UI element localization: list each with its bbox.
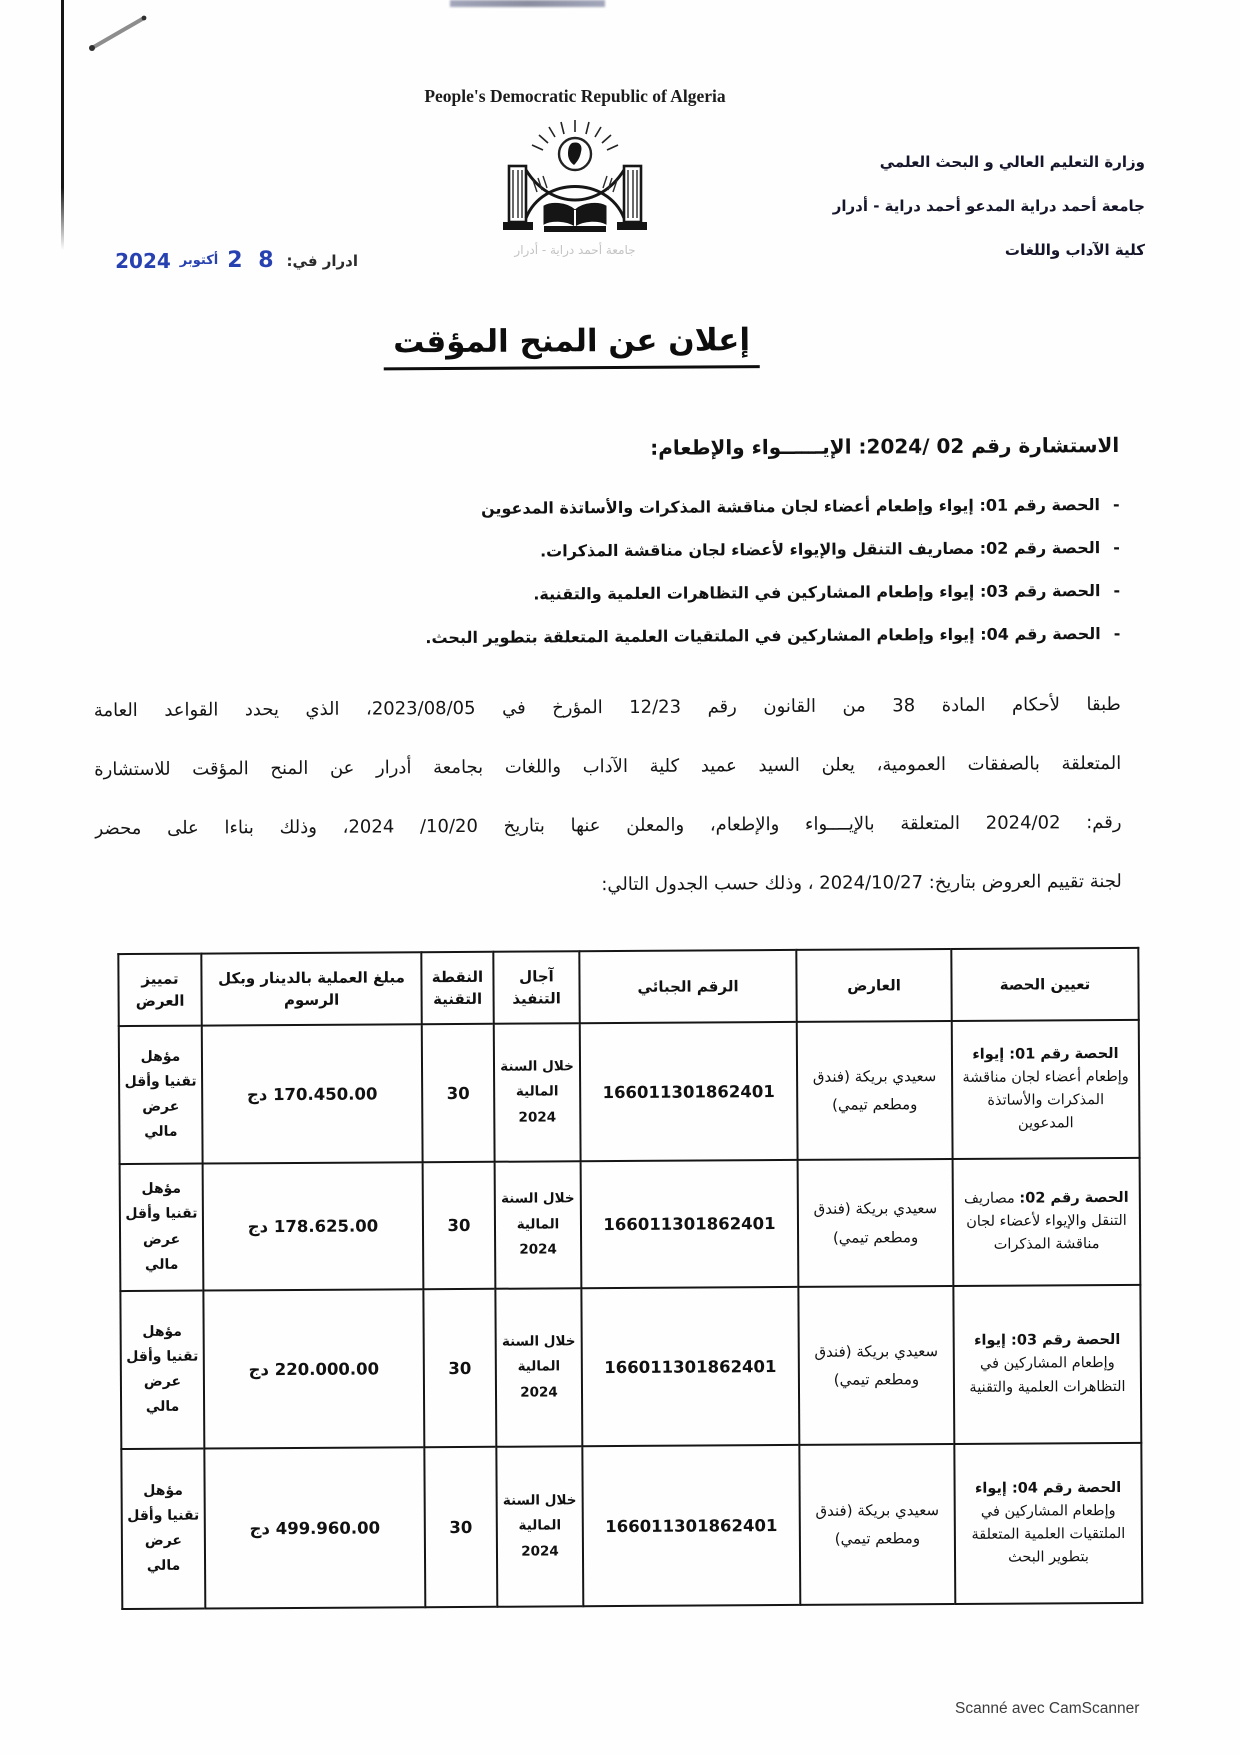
paragraph-line: رقم: ⁦2024/02⁩ المتعلقة بالإيــــواء والإطعام، والمعلن عنها بتاريخ ⁦2024 /10/20⁩، وذلك بناءا على محضر [94, 811, 1122, 840]
lot-desc: وإطعام أعضاء لجان مناقشة المذكرات والأساتذة المدعوين [962, 1068, 1129, 1132]
paragraph-line: المتعلقة بالصفقات العمومية، يعلن السيد عميد كلية الآداب واللغات بجامعة أدرار عن المنح المؤقت للاستشارة [94, 752, 1122, 781]
ministry-line: وزارة التعليم العالي و البحث العلمي [879, 153, 1145, 171]
col-header-amount: مبلغ العملية بالدينار وبكل الرسوم [201, 952, 421, 1025]
lot-item-text: الحصة رقم 04: إيواء وإطعام المشاركين في الملتقيات العلمية المتعلقة بتطوير البحث. [425, 624, 1101, 648]
table-row [121, 1443, 1142, 1609]
cell-distinction: مؤهل تقنيا وأقل عرض مالي [121, 1449, 205, 1610]
cell-amount: 220.000.00 دج [203, 1289, 424, 1448]
lot-item-2 [120, 526, 1120, 575]
col-header-tax-id: الرقم الجبائي [579, 950, 796, 1023]
col-header-distinction: تمييز العرض [118, 954, 201, 1027]
cell-bidder: سعيدي بريكة (فندق ومطعم تيمي) [799, 1444, 955, 1605]
lot-item-1 [119, 483, 1119, 532]
lot-title: الحصة رقم 03: إيواء [974, 1332, 1121, 1350]
paragraph-line: لجنة تقييم العروض بتاريخ: 2024/10/27 ، وذلك حسب الجدول التالي: [601, 870, 1122, 896]
cell-tech-score: 30 [424, 1447, 497, 1607]
consultation-subtitle: الاستشارة رقم ⁦2024/ 02⁩: الإيــــــواء والإطعام: [650, 432, 1120, 460]
country-title: People's Democratic Republic of Algeria [424, 86, 726, 106]
cell-bidder: سعيدي بريكة (فندق ومطعم تيمي) [798, 1159, 954, 1287]
cell-amount: 499.960.00 دج [204, 1447, 425, 1608]
logo-caption: جامعة أحمد دراية - أدرار [514, 243, 636, 257]
lot-item-3 [120, 569, 1120, 618]
cell-distinction: مؤهل تقنيا وأقل عرض مالي [119, 1026, 203, 1165]
table-row [120, 1285, 1141, 1449]
university-line: جامعة أحمد دراية المدعو أحمد دراية - أدرار [832, 197, 1145, 215]
cell-lot [954, 1443, 1142, 1604]
bullet-dash: - [1113, 580, 1121, 600]
cell-tech-score: 30 [423, 1289, 496, 1447]
cell-tax-id: 166011301862401 [581, 1160, 799, 1288]
cell-lot [952, 1020, 1140, 1159]
cell-tech-score: 30 [423, 1162, 496, 1289]
col-header-deadline: آجال التنفيذ [493, 951, 579, 1024]
lot-desc: مصاريف التنقل والإيواء لأعضاء لجان مناقشة المذكرات [963, 1190, 1127, 1253]
grant-results-table [117, 947, 1143, 1610]
title-row [0, 320, 1147, 373]
table-row [120, 1158, 1141, 1291]
cell-lot [953, 1158, 1141, 1286]
cell-tech-score: 30 [422, 1024, 495, 1162]
bullet-dash: - [1112, 494, 1120, 514]
col-header-tech-score: النقطة التقنية [421, 952, 493, 1024]
date-stamp-month: أكتوبر [179, 253, 219, 268]
lot-title: الحصة رقم 01: إيواء [972, 1045, 1119, 1063]
cell-distinction: مؤهل تقنيا وأقل عرض مالي [120, 1164, 204, 1292]
cell-bidder: سعيدي بريكة (فندق ومطعم تيمي) [798, 1286, 954, 1445]
cell-deadline: خلال السنة المالية 2024 [495, 1161, 582, 1289]
cell-tax-id: 166011301862401 [582, 1445, 800, 1606]
table-header-row [118, 948, 1138, 1026]
lot-desc: وإطعام المشاركين في الملتقيات العلمية المتعلقة بتطوير البحث [971, 1502, 1126, 1566]
cell-distinction: مؤهل تقنيا وأقل عرض مالي [120, 1291, 204, 1450]
lots-list [119, 483, 1120, 661]
cell-deadline: خلال السنة المالية 2024 [495, 1288, 582, 1447]
document-title: إعلان عن المنح المؤقت [383, 322, 760, 370]
cell-deadline: خلال السنة المالية 2024 [496, 1446, 583, 1607]
lot-item-text: الحصة رقم 02: مصاريف التنقل والإيواء لأعضاء لجان مناقشة المذكرات. [540, 538, 1101, 561]
cell-bidder: سعيدي بريكة (فندق ومطعم تيمي) [797, 1021, 953, 1160]
date-stamp-day: 2 8 [227, 248, 278, 273]
col-header-bidder: العارض [796, 949, 951, 1022]
lot-title: الحصة رقم 04: إيواء [974, 1479, 1122, 1497]
lot-title: الحصة رقم 02: [1019, 1189, 1129, 1207]
date-label: ادرار في: [286, 251, 358, 270]
cell-deadline: خلال السنة المالية 2024 [494, 1023, 581, 1162]
cell-tax-id: 166011301862401 [580, 1022, 798, 1161]
bullet-dash: - [1113, 537, 1120, 557]
cell-lot [953, 1285, 1141, 1444]
cell-amount: 178.625.00 دج [203, 1162, 424, 1290]
lot-item-4 [120, 612, 1120, 661]
cell-tax-id: 166011301862401 [581, 1287, 799, 1446]
date-stamp-year: 2024 [115, 248, 171, 273]
cell-amount: 170.450.00 دج [202, 1024, 423, 1163]
camscanner-watermark: Scanné avec CamScanner [955, 1700, 1140, 1717]
paragraph-line: طبقا لأحكام المادة 38 من القانون رقم 12/23 المؤرخ في 2023/08/05، الذي يحدد القواعد العامة [93, 693, 1121, 722]
bullet-dash: - [1113, 623, 1121, 643]
faculty-line: كلية الآداب واللغات [1004, 241, 1145, 259]
col-header-lot: تعيين الحصة [951, 948, 1138, 1021]
lot-item-text: الحصة رقم 03: إيواء وإطعام المشاركين في التظاهرات العلمية والتقنية. [533, 581, 1101, 604]
lot-desc: وإطعام المشاركين في التظاهرات العلمية والتقنية [969, 1355, 1126, 1396]
table-row [119, 1020, 1140, 1164]
body-paragraph [94, 675, 1122, 917]
lot-item-text: الحصة رقم 01: إيواء وإطعام أعضاء لجان مناقشة المذكرات والأساتذة المدعوين [480, 495, 1101, 518]
